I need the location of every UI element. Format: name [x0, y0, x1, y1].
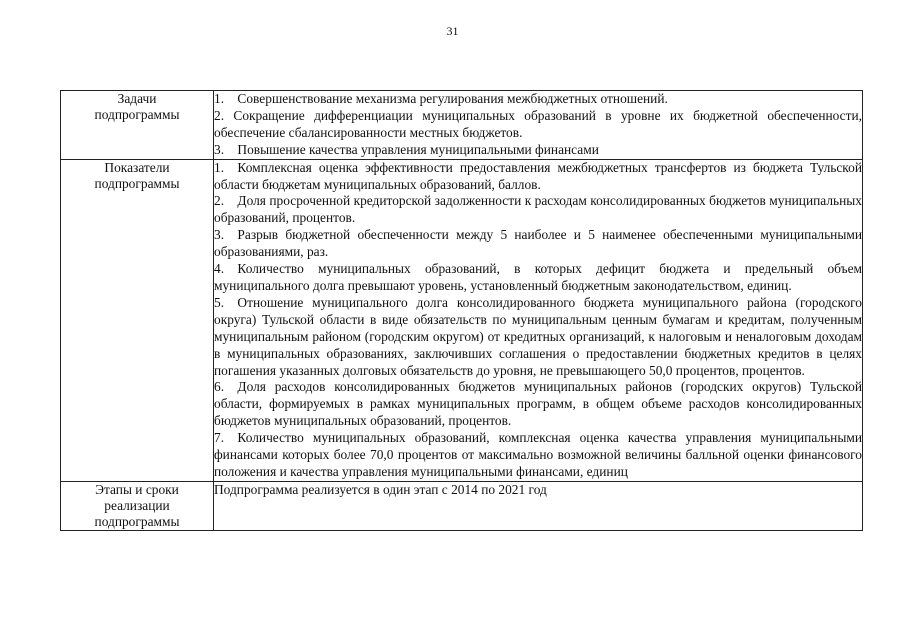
- list-item: 3. Разрыв бюджетной обеспеченности между 5 наиболее и 5 наименее обеспеченными муниципальными образованиями, раз.: [214, 227, 862, 260]
- row-label-indicators: [61, 159, 214, 481]
- row-label-tasks: [61, 91, 214, 160]
- row-label-text: Этапы и сроки реализации подпрограммы: [94, 481, 180, 529]
- list-item: 1. Совершенствование механизма регулирования межбюджетных отношений.: [214, 91, 668, 106]
- list-item: 2. Сокращение дифференциации муниципальных образований в уровне их бюджетной обеспеченности, обеспечение сбалансированности местных бюджетов.: [214, 107, 862, 140]
- row-label-stages: [61, 481, 214, 530]
- list-item: 1. Комплексная оценка эффективности предоставления межбюджетных трансфертов из бюджета Тульской области бюджетам муниципальных образований, баллов.: [214, 159, 862, 192]
- row-content-stages: [214, 481, 863, 530]
- page-number: 31: [446, 24, 459, 38]
- list-item: 4. Количество муниципальных образований, в которых дефицит бюджета и предельный объем муниципального долга превышают уровень, установленный бюджетным законодательством, единиц.: [214, 261, 862, 293]
- list-item: 2. Доля просроченной кредиторской задолженности к расходам консолидированных бюджетов муниципальных образований, процентов.: [214, 193, 862, 226]
- list-item: Подпрограмма реализуется в один этап с 2014 по 2021 год: [214, 481, 547, 497]
- list-item: 6. Доля расходов консолидированных бюджетов муниципальных районов (городских округов) Тульской области, формируемых в рамках муниципальных программ, в общем объеме расходов консолидированных бюджетов муниципальных образований, процентов.: [214, 379, 862, 429]
- subprogram-passport-table: [60, 90, 863, 531]
- row-content-tasks: [214, 91, 863, 160]
- table-row-stages: [61, 481, 863, 530]
- list-item: 7. Количество муниципальных образований, комплексная оценка качества управления муниципальными финансами которых более 70,0 процентов от максимально возможной величины балльной оценки финансового положения и качества управления муниципальными финансами, единиц: [214, 430, 862, 479]
- table-row-indicators: [61, 159, 863, 481]
- list-item: 3. Повышение качества управления муниципальными финансами: [214, 141, 599, 157]
- list-item: 5. Отношение муниципального долга консолидированного бюджета муниципального района (городского округа) Тульской области в виде обязательств по муниципальным ценным бумагам и кредитам, полученным муниципальным районом (городским округом) от кредитных организаций, к налоговым и неналоговым доходам в муниципальных образованиях, заключивших соглашения о предоставлении бюджетных кредитов в целях погашения указанных долговых обязательств до уровня, не превышающего 50,0 процентов, процентов.: [214, 294, 862, 378]
- row-content-indicators: [214, 159, 863, 481]
- row-label-text: Показатели подпрограммы: [94, 159, 180, 191]
- table-row-tasks: [61, 91, 863, 160]
- row-label-text: Задачи подпрограммы: [94, 91, 180, 122]
